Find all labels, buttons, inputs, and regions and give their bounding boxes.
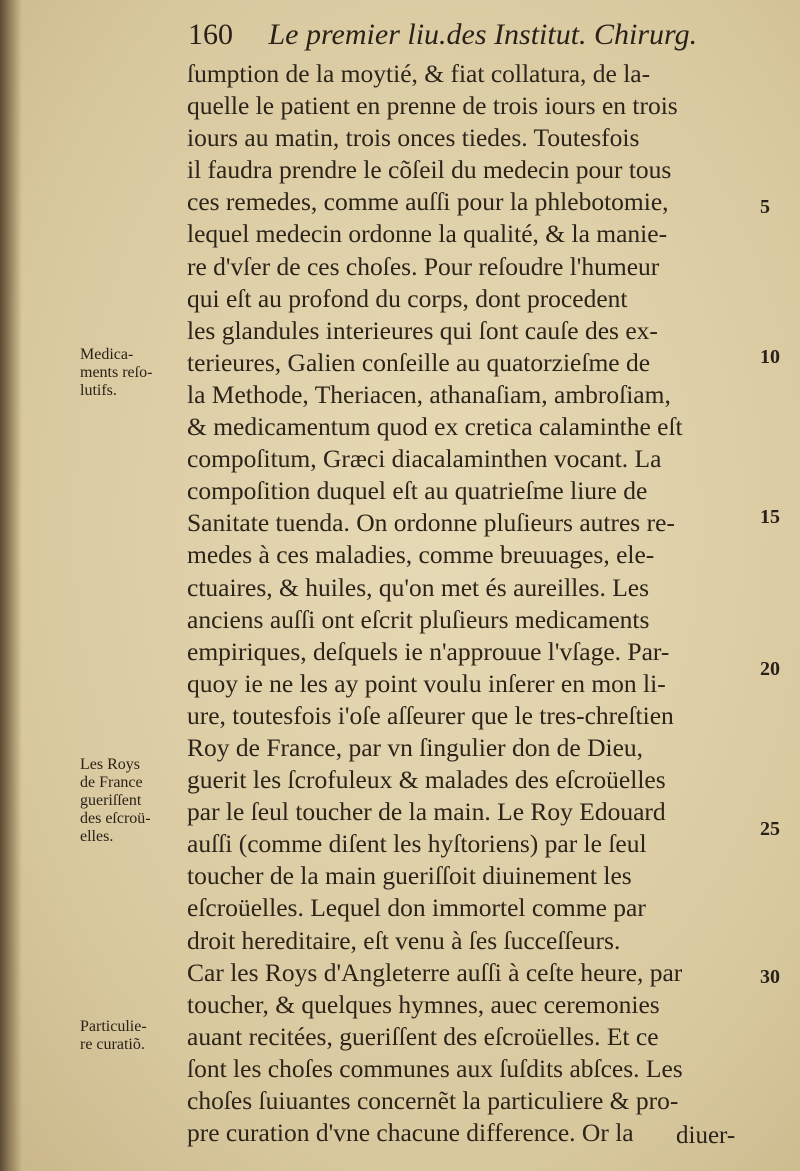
page-number: 160: [188, 18, 233, 51]
line-number: 30: [760, 966, 780, 988]
text-line: ſont les choſes communes aux ſuſdits abſces. Les: [187, 1053, 683, 1083]
text-line: terieures, Galien conſeille au quatorzieſme de: [187, 347, 651, 377]
text-line: auant recitées, gueriſſent des eſcroüelles. Et ce: [187, 1021, 659, 1051]
text-line: Sanitate tuenda. On ordonne pluſieurs autres re-: [187, 508, 675, 538]
line-number: 10: [760, 346, 780, 368]
line-number: 20: [760, 658, 780, 680]
text-line: il faudra prendre le cõſeil du medecin pour tous: [187, 155, 672, 185]
text-line: re d'vſer de ces choſes. Pour reſoudre l'humeur: [187, 251, 660, 281]
running-header: [188, 18, 768, 58]
text-line: pre curation d'vne chacune difference. Or la: [187, 1118, 634, 1148]
line-number: 25: [760, 818, 780, 840]
text-line: qui eſt au profond du corps, dont procedent: [187, 283, 628, 313]
running-title: Le premier liu.des Institut. Chirurg.: [268, 18, 698, 51]
text-line: lequel medecin ordonne la qualité, & la manie-: [187, 219, 668, 249]
margin-note-particuliere: Particulie- re curatiõ.: [80, 1018, 147, 1053]
text-line: auſſi (comme diſent les hyſtoriens) par le ſeul: [187, 829, 647, 859]
text-line: ces remedes, comme auſſi pour la phlebotomie,: [187, 187, 669, 217]
text-line: ſumption de la moytié, & fiat collatura, de la-: [187, 59, 651, 88]
margin-note-medicaments: Medica- ments reſo- lutifs.: [80, 346, 153, 399]
catchword: diuer-: [676, 1122, 736, 1149]
text-line: les glandules interieures qui ſont cauſe des ex-: [187, 315, 658, 345]
text-line: toucher, & quelques hymnes, auec ceremonies: [187, 989, 660, 1019]
main-text: [187, 58, 767, 1149]
text-line: la Methode, Theriacen, athanaſiam, ambroſiam,: [187, 379, 671, 409]
text-line: anciens auſſi ont eſcrit pluſieurs medicaments: [187, 604, 650, 634]
text-line: eſcroüelles. Lequel don immortel comme par: [187, 893, 646, 923]
text-line: choſes ſuiuantes concernẽt la particuliere & pro-: [187, 1086, 679, 1115]
text-line: Roy de France, par vn ſingulier don de Dieu,: [187, 732, 644, 762]
text-line: guerit les ſcrofuleux & malades des eſcroüelles: [187, 765, 666, 795]
text-line: empiriques, deſquels ie n'approuue l'vſage. Par-: [187, 636, 670, 666]
margin-note-roys: Les Roys de France gueriſſent des eſcroü- elles.: [80, 756, 151, 845]
text-line: ctuaires, & huiles, qu'on met és aureilles. Les: [187, 572, 650, 602]
text-line: compoſitum, Græci diacalaminthen vocant. La: [187, 444, 662, 474]
text-line: Car les Roys d'Angleterre auſſi à ceſte heure, par: [187, 957, 683, 987]
text-line: droit hereditaire, eſt venu à ſes ſucceſſeurs.: [187, 925, 621, 955]
text-line: quoy ie ne les ay point voulu inſerer en mon li-: [187, 668, 666, 698]
text-line: quelle le patient en prenne de trois iours en trois: [187, 91, 678, 121]
text-line: par le ſeul toucher de la main. Le Roy Edouard: [187, 797, 666, 827]
text-line: ure, toutesfois i'oſe aſſeurer que le tres-chreſtien: [187, 700, 674, 730]
gutter-shadow: [0, 0, 22, 1171]
text-line: iours au matin, trois onces tiedes. Toutesfois: [187, 123, 640, 153]
line-number: 15: [760, 506, 780, 528]
line-number: 5: [760, 196, 770, 218]
text-line: medes à ces maladies, comme breuuages, ele-: [187, 540, 655, 570]
text-line: & medicamentum quod ex cretica calaminthe eſt: [187, 412, 683, 442]
text-line: compoſition duquel eſt au quatrieſme liure de: [187, 476, 648, 506]
text-line: toucher de la main gueriſſoit diuinement les: [187, 861, 632, 891]
